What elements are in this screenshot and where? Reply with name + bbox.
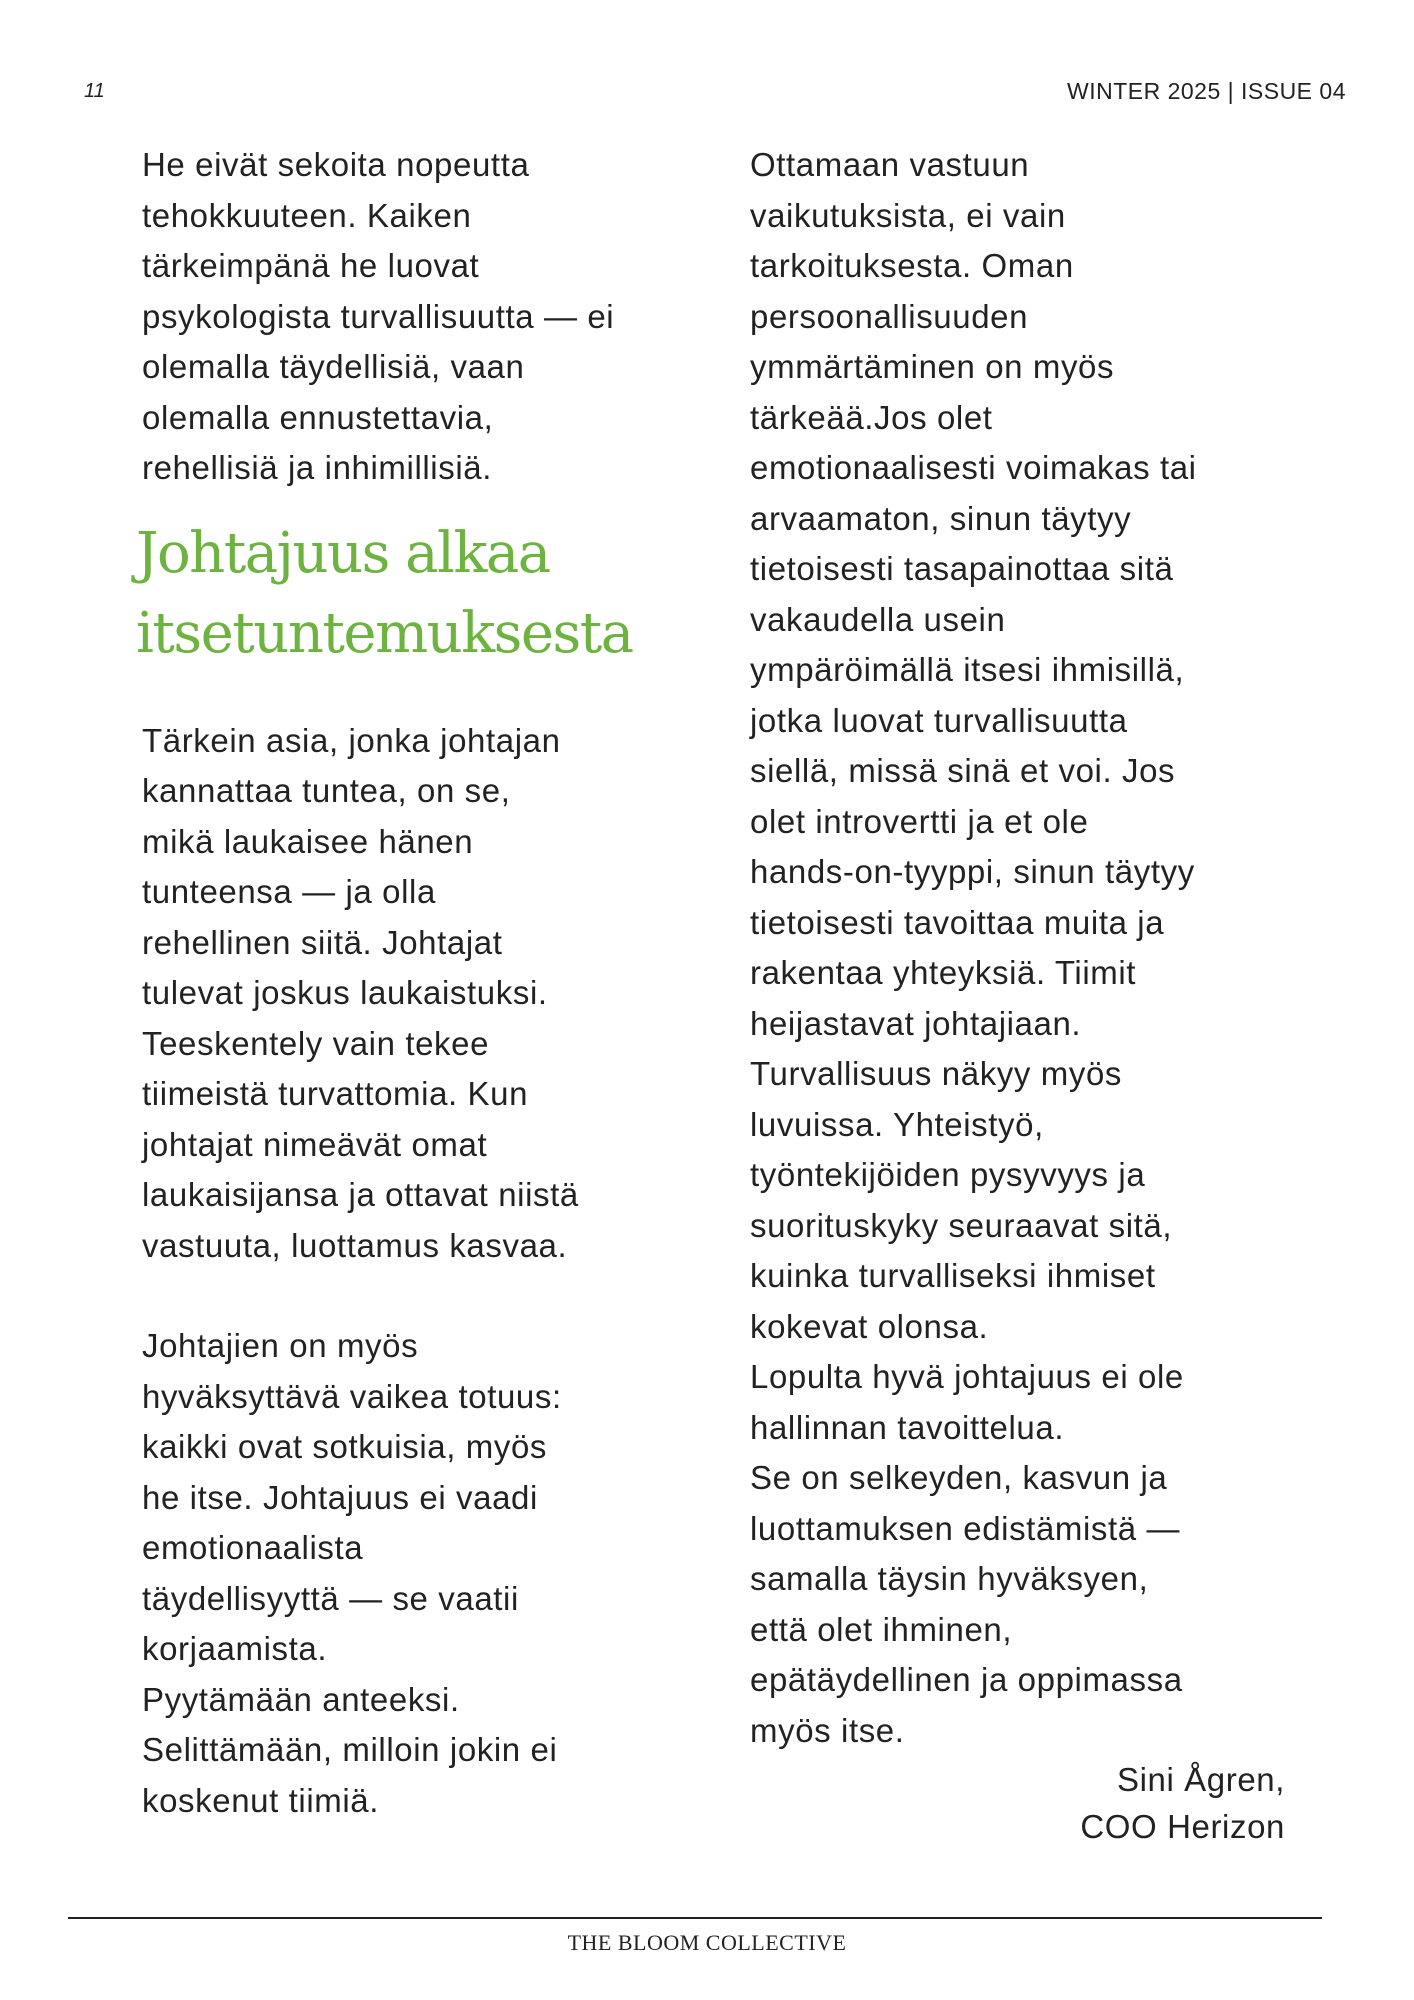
article-column-right [750,140,1310,1850]
paragraph: Johtajien on myös hyväksyttävä vaikea totuus: kaikki ovat sotkuisia, myös he itse. Johtajuus ei vaadi emotionaalista täydellisyyttä — se vaatii korjaamista. Pyytämään anteeksi. Selittämään, milloin jokin ei koskenut tiimiä. [142,1327,562,1819]
author-signature: Sini Ågren, COO Herizon [1080,1761,1285,1845]
paragraph: He eivät sekoita nopeutta tehokkuuteen. Kaiken tärkeimpänä he luovat psykologista turvallisuutta — ei olemalla täydellisiä, vaan olemalla ennustettavia, rehellisiä ja inhimillisiä. [142,146,615,486]
issue-label: WINTER 2025 | ISSUE 04 [1066,78,1346,104]
section-heading: Johtajuus alkaa itsetuntemuksesta [136,520,633,666]
paragraph: Ottamaan vastuun vaikutuksista, ei vain tarkoituksesta. Oman persoonallisuuden ymmärtäminen on myös tärkeää.Jos olet emotionaalisesti voimakas tai arvaamaton, sinun täytyy tietoisesti tasapainottaa sitä vakaudella usein ympäröimällä itsesi ihmisillä, jotka luovat turvallisuutta siellä, missä sinä et voi. Jos olet introvertti ja et ole hands-on-tyyppi, sinun täytyy tietoisesti tavoittaa muita ja rakentaa yhteyksiä. Tiimit heijastavat johtajiaan. Turvallisuus näkyy myös luvuissa. Yhteistyö, työntekijöiden pysyvyys ja suorituskyky seuraavat sitä, kuinka turvalliseksi ihmiset kokevat olonsa. Lopulta hyvä johtajuus ei ole hallinnan tavoittelua. Se on selkeyden, kasvun ja luottamuksen edistämistä — samalla täysin hyväksyen, että olet ihminen, epätäydellinen ja oppimassa myös itse. [750,146,1197,1749]
footer-divider [68,1917,1322,1919]
article-column-left [136,140,722,1826]
paragraph: Tärkein asia, jonka johtajan kannattaa tuntea, on se, mikä laukaisee hänen tunteensa — ja olla rehellinen siitä. Johtajat tulevat joskus laukaistuksi. Teeskentely vain tekee tiimeistä turvattomia. Kun johtajat nimeävät omat laukaisijansa ja ottavat niistä vastuuta, luottamus kasvaa. [142,721,579,1264]
footer-brand: THE BLOOM COLLECTIVE [567,1930,847,1955]
page-number: 11 [84,80,105,102]
